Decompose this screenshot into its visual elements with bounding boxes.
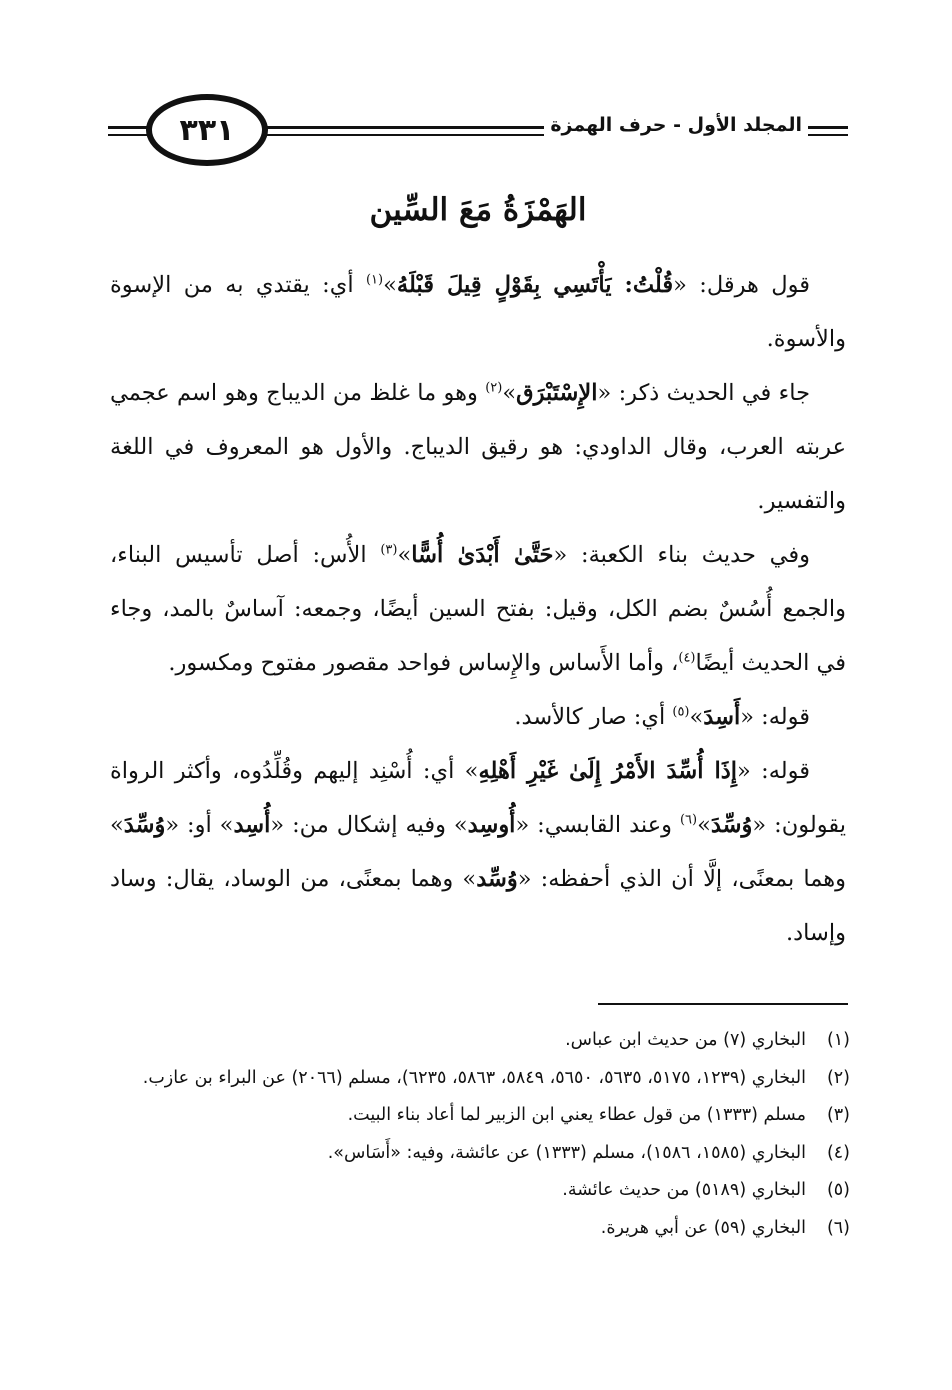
paragraph-1 — [110, 258, 846, 366]
page-number: ٣٣١ — [179, 112, 235, 148]
footnote-text: مسلم (١٣٣٣) من قول عطاء يعني ابن الزبير لما أعاد بناء البيت. — [347, 1105, 806, 1125]
footnote-item — [108, 1097, 850, 1135]
quoted-hadith: حَتَّىٰ أَبْدَىٰ أُسًّا — [411, 542, 554, 568]
section-title: الهَمْزَةُ مَعَ السِّين — [369, 192, 587, 228]
footnote-text: البخاري (٧) من حديث ابن عباس. — [565, 1030, 806, 1050]
text-run: قوله: « — [740, 704, 810, 730]
footnote-text: البخاري (١٢٣٩، ٥١٧٥، ٥٦٣٥، ٥٦٥٠، ٥٨٤٩، ٥٨٦٣، ٦٢٣٥)، مسلم (٢٠٦٦) عن البراء بن عازب. — [142, 1067, 806, 1088]
footnote-ref[interactable]: (٤) — [678, 650, 696, 666]
text-run: » — [697, 812, 711, 838]
text-run: » أي: أُسْنِد إليهم وقُلِّدُوه، وأكثر الرواة يقولون: « — [110, 758, 846, 838]
footnote-ref[interactable]: (٢) — [485, 380, 503, 396]
quoted-hadith: إِذَا أُسِّدَ الأَمْرُ إِلَىٰ غَيْرِ أَهْلِهِ — [478, 758, 738, 784]
page-header — [108, 92, 848, 172]
text-run: وعند القابسي: « — [515, 812, 680, 838]
running-title: المجلد الأول - حرف الهمزة — [544, 114, 808, 136]
text-run: » — [383, 272, 397, 298]
paragraph-5 — [110, 744, 846, 960]
paragraph-4 — [110, 690, 846, 744]
text-run: » أو: « — [165, 812, 234, 838]
text-run: الأُس: أصل تأسيس البناء، والجمع أُسُسٌ بضم الكل، وقيل: بفتح السين أيضًا، وجمعه: آساسٌ بالمد، وجاء في الحديث أيضًا — [110, 542, 846, 676]
footnote-item — [108, 1135, 850, 1173]
quoted-word: أُوسِد — [467, 812, 516, 838]
footnote-number: (١) — [826, 1030, 850, 1050]
text-run: » وهما بمعنًى، من الوساد، يقال: وساد وإساد. — [110, 866, 846, 946]
quoted-word: أُسِد — [233, 812, 271, 838]
footnote-item — [108, 1172, 850, 1210]
text-run: وهو ما غلظ من الديباج وهو اسم عجمي عربته العرب، وقال الداودي: هو رقيق الديباج. والأول هو المعروف في اللغة والتفسير. — [110, 380, 846, 514]
footnote-ref[interactable]: (١) — [365, 272, 384, 288]
quoted-word: الإِسْتَبْرَق — [516, 380, 598, 406]
footnote-item — [108, 1022, 850, 1060]
text-run: » — [502, 380, 517, 406]
footnote-number: (٥) — [826, 1180, 850, 1200]
text-run: وفي حديث بناء الكعبة: « — [553, 542, 810, 568]
footnote-number: (٣) — [826, 1105, 850, 1125]
text-run: أي: صار كالأسد. — [514, 704, 673, 730]
quoted-hadith: قُلْتُ: يَأْتَسِي بِقَوْلٍ قِيلَ قَبْلَهُ — [396, 272, 674, 298]
paragraph-2 — [110, 366, 846, 528]
text-run: قوله: « — [737, 758, 810, 784]
text-run: أي: يقتدي به من الإسوة والأسوة. — [110, 272, 846, 352]
text-run: » — [689, 704, 704, 730]
text-run: قول هرقل: « — [673, 272, 810, 298]
page-number-badge — [146, 94, 268, 166]
paragraph-3 — [110, 528, 846, 690]
footnote-text: البخاري (١٥٨٥، ١٥٨٦)، مسلم (١٣٣٣) عن عائشة، وفيه: «أَسَاس». — [327, 1142, 806, 1163]
footnote-item — [108, 1060, 850, 1098]
quoted-word: وُسِّد — [476, 866, 518, 892]
quoted-word: أَسِدَ — [703, 704, 741, 730]
text-run: » وهما بمعنًى، إلَّا أن الذي أحفظه: « — [110, 812, 847, 892]
footnote-ref[interactable]: (٥) — [672, 704, 690, 720]
footnote-number: (٦) — [826, 1217, 850, 1238]
text-run: ، وأما الأَساس والإِساس فواحد مقصور مفتوح ومكسور. — [168, 650, 679, 676]
footnote-number: (٤) — [826, 1142, 850, 1163]
footnote-item — [108, 1210, 850, 1248]
footnote-text: البخاري (٥٩) عن أبي هريرة. — [600, 1217, 806, 1238]
footnote-separator — [598, 1003, 848, 1005]
text-run: جاء في الحديث ذكر: « — [597, 380, 810, 406]
footnote-ref[interactable]: (٣) — [380, 542, 398, 558]
footnotes — [108, 1022, 850, 1247]
footnote-number: (٢) — [826, 1067, 850, 1088]
text-run: » — [397, 542, 412, 568]
footnote-ref[interactable]: (٦) — [679, 812, 698, 828]
quoted-word: وُسِّدَ — [123, 812, 166, 838]
quoted-word: وُسِّدَ — [710, 812, 753, 838]
text-run: » وفيه إشكال من: « — [270, 812, 468, 838]
footnote-text: البخاري (٥١٨٩) من حديث عائشة. — [562, 1180, 806, 1200]
main-text — [110, 258, 846, 960]
